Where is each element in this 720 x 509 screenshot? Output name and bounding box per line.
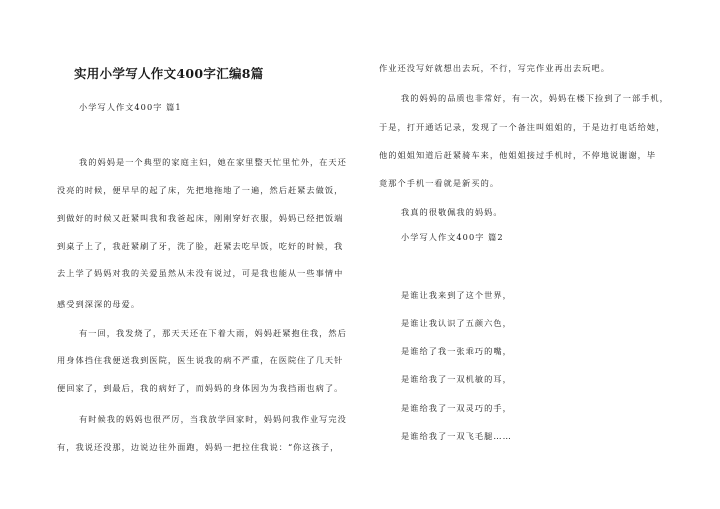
poem-line: 是谁给了我一张乖巧的嘴， [401,346,512,356]
paragraph-line: 我的妈妈是一个典型的家庭主妇，她在家里整天忙里忙外，在天还 [79,157,347,167]
paragraph-line: 有，我说还没那，边说边往外面跑，妈妈一把拉住我说：“你这孩子， [57,442,340,452]
paragraph-line: 他的姐姐知道后赶紧骑车来，他姐姐接过手机时，不停地说谢谢，毕 [379,150,657,160]
paragraph-line: 有时候我的妈妈也很严厉，当我放学回家时，妈妈问我作业写完没 [79,414,347,424]
paragraph-line: 用身体挡住我便送我到医院，医生说我的病不严重，在医院住了几天针 [57,355,344,365]
poem-line: 是谁给我了一双飞毛腿…… [401,431,512,441]
poem-line: 是谁让我认识了五颜六色， [401,318,512,328]
poem-line: 是谁给我了一双灵巧的手， [401,403,512,413]
paragraph-line: 竟那个手机一看就是新买的。 [379,178,500,188]
right-column [360,0,720,509]
poem-line: 是谁让我来到了这个世界， [401,290,512,300]
paragraph-line: 到桌子上了，我赶紧刷了牙，洗了脸，赶紧去吃早饭，吃好的时候，我 [57,241,344,251]
paragraph-line: 于是，打开通话记录，发现了一个备注叫姐姐的，于是边打电话给她， [379,122,666,132]
paragraph-line: 作业还没写好就想出去玩，不行，写完作业再出去玩吧。 [379,63,610,73]
paragraph-line: 没亮的时候，便早早的起了床，先把地拖地了一遍，然后赶紧去做饭， [57,185,344,195]
section-heading: 小学写人作文400字 篇2 [401,232,504,242]
paragraph-line: 到做好的时候又赶紧叫我和我爸起床，刚刚穿好衣服，妈妈已经把饭端 [57,213,344,223]
paragraph-line: 去上学了妈妈对我的关爱虽然从未没有说过，可是我也能从一些事情中 [57,268,344,278]
document-title: 实用小学写人作文400字汇编8篇 [74,66,264,81]
paragraph-line: 我的妈妈的品质也非常好，有一次，妈妈在楼下捡到了一部手机， [401,93,669,103]
poem-line: 是谁给我了一双机敏的耳， [401,374,512,384]
section-heading: 小学写人作文400字 篇1 [79,102,182,112]
paragraph-line: 有一回，我发烧了，那天天还在下着大雨，妈妈赶紧抱住我，然后 [79,328,347,338]
paragraph-line: 便回家了，到最后，我的病好了，而妈妈的身体因为为我挡雨也病了。 [57,383,344,393]
paragraph-line: 感受到深深的母爱。 [57,299,141,309]
paragraph-line: 我真的很敬佩我的妈妈。 [401,207,503,217]
